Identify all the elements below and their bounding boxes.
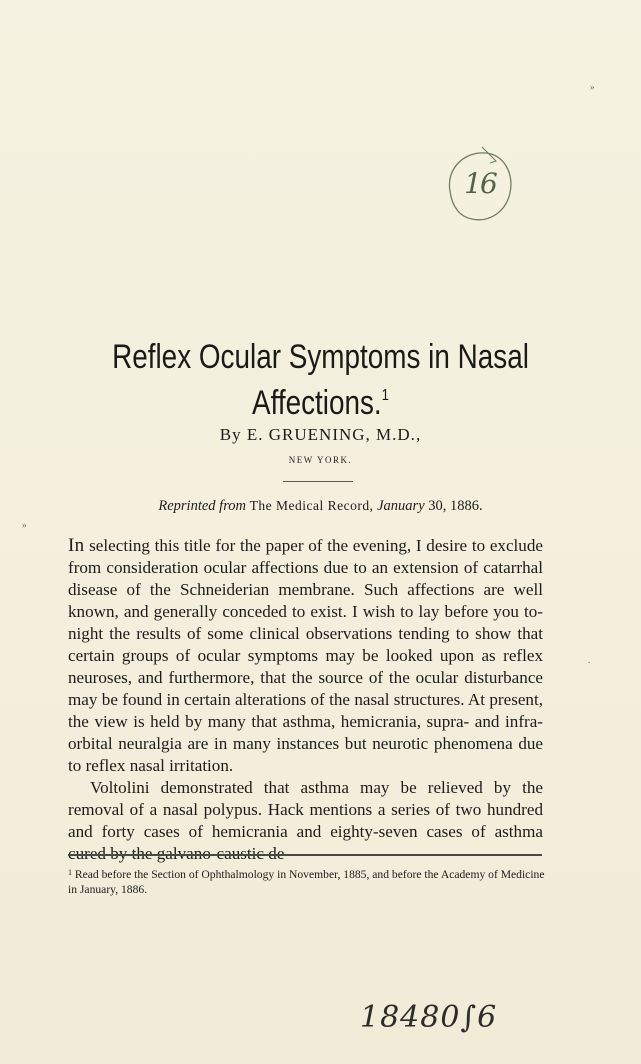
article-body [68, 535, 543, 865]
margin-mark-top: » [590, 82, 595, 92]
reprint-prefix: Reprinted from [158, 498, 247, 514]
reprint-notice [0, 498, 641, 515]
reprint-date: 30, 1886. [428, 498, 483, 514]
margin-mark-left: » [22, 520, 27, 530]
title-divider [283, 481, 353, 482]
author-byline [0, 425, 641, 445]
footnote-marker: 1 [68, 868, 72, 877]
journal-name: The Medical Record, [249, 498, 374, 513]
byline-suffix: , [415, 425, 422, 444]
paragraph-2: Voltolini demonstrated that asthma may be relieved by the removal of a nasal polypus. Hack mentions a series of two hundred and forty cases of hemicrania and eighty-seven cases of asthma [68, 778, 543, 841]
author-name: E. GRUENING, M.D. [246, 425, 416, 444]
footnote [68, 866, 548, 897]
stamp-number: 16 [464, 167, 496, 200]
footnote-divider [68, 854, 542, 856]
title-line-1 [90, 338, 550, 376]
library-stamp [440, 145, 518, 227]
reprint-month: January [377, 498, 425, 514]
title-text-1: Reflex Ocular Symptoms in Nasal [112, 338, 529, 376]
author-city: NEW YORK. [288, 455, 353, 465]
title-line-2 [90, 377, 550, 422]
paragraph-1 [68, 535, 543, 777]
handwritten-shelfmark: 18480∫6 [360, 1000, 498, 1035]
paragraph-1-text: selecting this title for the paper of the evening, I desire to exclude from consideration ocular affections due to an extension of catarrhal disease of the Schneiderian membrane. Such affections are well known, and generally conceded to exist. I wish to lay before you to-night the results of some clinical observations tending to show that certain groups of ocular symptoms may be looked upon as reflex neuroses, and furthermore, that the source of the ocular disturbance may be found in certain alterations of the nasal structures. At present, the view is held by many that asthma, hemicrania, supra- and infra-orbital neuralgia are in many instances but neurotic phenomena due to reflex nasal irritation. [68, 536, 543, 775]
margin-mark-right: . [588, 655, 591, 665]
byline-prefix: By [219, 425, 242, 444]
title-text-2: Affections. [252, 384, 382, 422]
footnote-text: Read before the Section of Ophthalmology in November, 1885, and before the Academy of Medicine in January, 1886. [68, 868, 545, 896]
lead-word: In [68, 535, 85, 556]
title-footnote-ref: 1 [381, 387, 389, 404]
